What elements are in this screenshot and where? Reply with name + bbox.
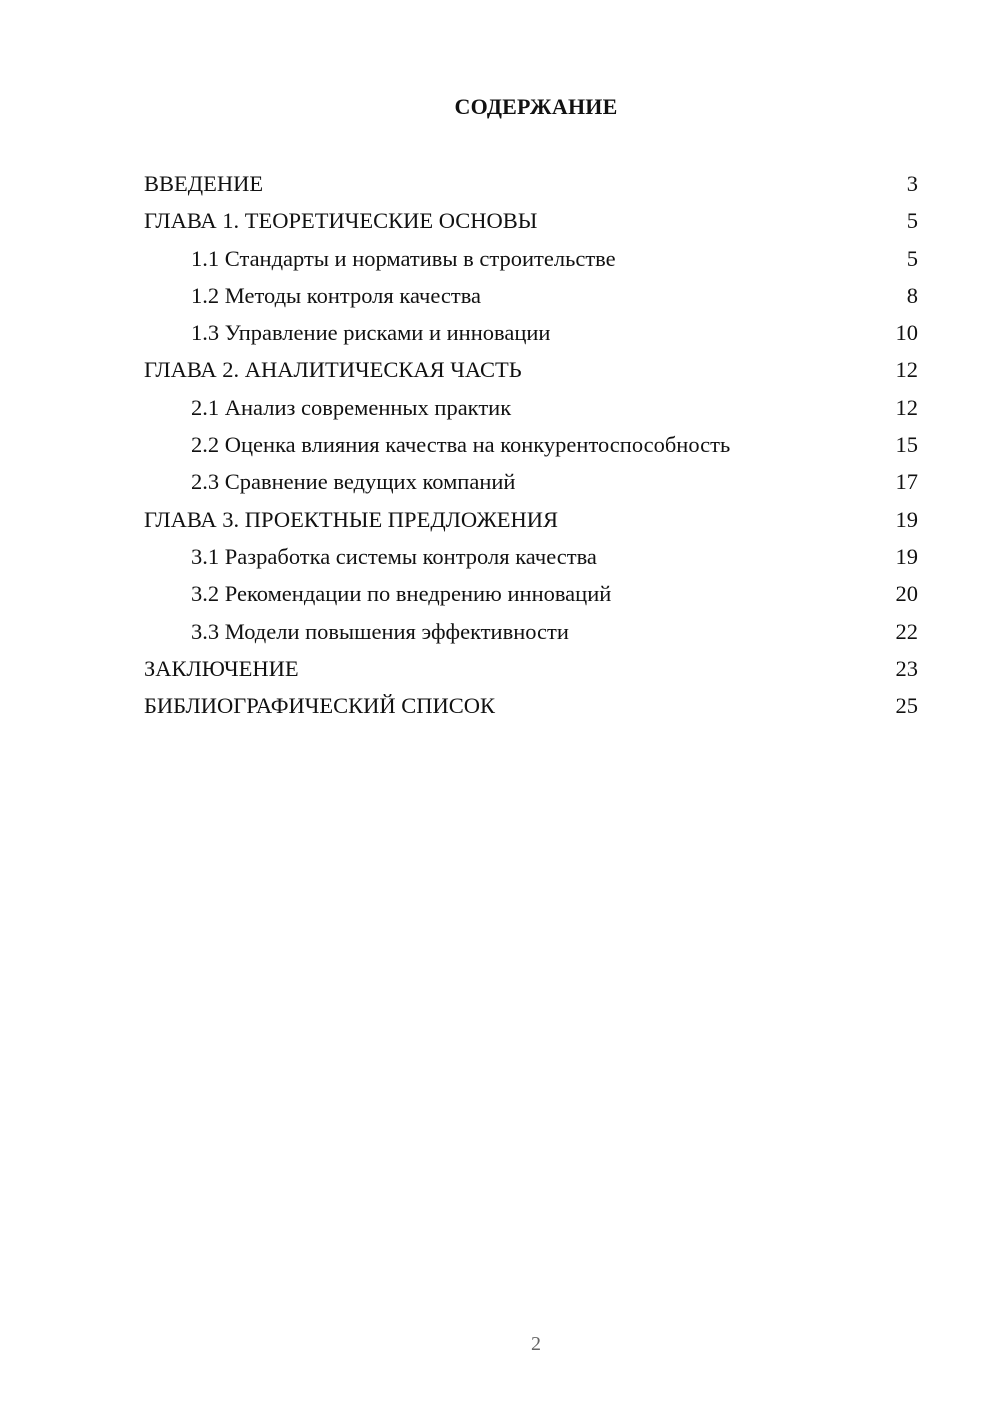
- toc-item-label: 3.3 Модели повышения эффективности: [191, 618, 569, 644]
- toc-item-section-1-1[interactable]: [144, 243, 918, 280]
- toc-item-page: 8: [906, 282, 918, 308]
- toc-item-chapter-2[interactable]: [144, 354, 918, 391]
- toc-item-label: 2.2 Оценка влияния качества на конкурентоспособность: [191, 432, 731, 458]
- toc-item-label: ГЛАВА 1. ТЕОРЕТИЧЕСКИЕ ОСНОВЫ: [144, 208, 538, 234]
- toc-item-section-2-3[interactable]: [144, 466, 918, 503]
- toc-item-page: 10: [895, 320, 918, 346]
- toc-item-page: 15: [895, 432, 918, 458]
- toc-item-page: 19: [895, 506, 918, 532]
- toc-item-label: 1.2 Методы контроля качества: [191, 282, 482, 308]
- toc-item-section-3-1[interactable]: [144, 541, 918, 578]
- page-number: 2: [531, 1333, 541, 1355]
- toc-item-label: ГЛАВА 2. АНАЛИТИЧЕСКАЯ ЧАСТЬ: [144, 357, 522, 383]
- toc-item-section-1-3[interactable]: [144, 317, 918, 354]
- toc-item-label: 1.1 Стандарты и нормативы в строительстве: [191, 245, 616, 271]
- toc-item-label: 2.3 Сравнение ведущих компаний: [191, 469, 516, 495]
- toc-item-page: 22: [895, 618, 918, 644]
- toc-item-section-2-2[interactable]: [144, 429, 918, 466]
- toc-item-chapter-3[interactable]: [144, 504, 918, 541]
- toc-item-page: 20: [895, 581, 918, 607]
- table-of-contents: [144, 168, 918, 727]
- toc-item-section-3-3[interactable]: [144, 616, 918, 653]
- toc-item-label: БИБЛИОГРАФИЧЕСКИЙ СПИСОК: [144, 693, 496, 719]
- toc-item-label: ГЛАВА 3. ПРОЕКТНЫЕ ПРЕДЛОЖЕНИЯ: [144, 506, 559, 532]
- toc-item-label: 3.1 Разработка системы контроля качества: [191, 543, 597, 569]
- toc-item-page: 23: [895, 655, 918, 681]
- toc-item-page: 12: [895, 357, 918, 383]
- toc-item-page: 17: [895, 469, 918, 495]
- toc-item-label: 3.2 Рекомендации по внедрению инноваций: [191, 581, 612, 607]
- toc-item-chapter-1[interactable]: [144, 205, 918, 242]
- toc-item-section-1-2[interactable]: [144, 280, 918, 317]
- toc-item-page: 5: [906, 208, 918, 234]
- toc-item-conclusion[interactable]: [144, 653, 918, 690]
- toc-item-label: 2.1 Анализ современных практик: [191, 394, 512, 420]
- toc-item-page: 19: [895, 543, 918, 569]
- toc-item-bibliography[interactable]: [144, 690, 918, 727]
- toc-item-introduction[interactable]: [144, 168, 918, 205]
- page-title: СОДЕРЖАНИЕ: [454, 94, 618, 119]
- toc-item-label: 1.3 Управление рисками и инновации: [191, 320, 551, 346]
- toc-item-page: 25: [895, 693, 918, 719]
- toc-item-page: 3: [906, 171, 918, 196]
- toc-item-section-3-2[interactable]: [144, 578, 918, 615]
- toc-item-page: 5: [906, 245, 918, 271]
- toc-item-section-2-1[interactable]: [144, 392, 918, 429]
- toc-item-label: ВВЕДЕНИЕ: [144, 171, 264, 196]
- toc-item-label: ЗАКЛЮЧЕНИЕ: [144, 655, 299, 681]
- toc-item-page: 12: [895, 394, 918, 420]
